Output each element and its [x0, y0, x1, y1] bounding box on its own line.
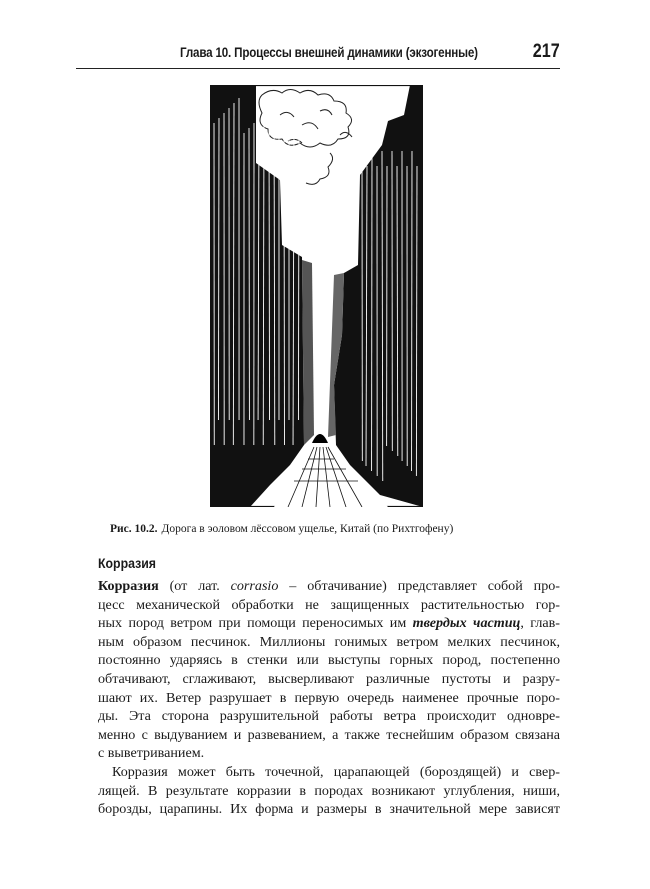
- section-heading: Корразия: [98, 555, 156, 571]
- text-span: – обтачивание) представляет собой про-: [278, 578, 560, 594]
- text-span: , глав-: [520, 615, 560, 632]
- text-line: Корразия может быть точечной, царапающей (бороздящей) и свер-: [112, 763, 560, 780]
- figure-caption-text: Дорога в эоловом лёссовом ущелье, Китай (по Рихтгофену): [161, 523, 454, 535]
- text-line: [98, 577, 560, 596]
- text-line: с выветриванием.: [98, 745, 205, 762]
- body-text: [98, 577, 560, 819]
- gorge-drawing: [210, 85, 423, 507]
- term-corrasion: Корразия: [98, 578, 159, 594]
- chapter-title: Глава 10. Процессы внешней динамики (экзогенные): [180, 45, 478, 60]
- text-line: шают их. Ветер разрушает в первую очередь наименее прочные поро-: [98, 689, 560, 706]
- text-span: ных пород ветром при помощи переносимых им: [98, 615, 413, 632]
- running-header: [76, 38, 560, 69]
- figure-caption-label: Рис. 10.2.: [110, 523, 158, 535]
- latin-term: corrasio: [230, 578, 279, 594]
- text-line: [98, 614, 560, 633]
- text-line: постоянно ударяясь в стенки или выступы горных пород, постепенно: [98, 652, 560, 669]
- page-number: 217: [533, 41, 560, 62]
- paragraph-1: [98, 577, 560, 763]
- loess-gorge-illustration: [210, 85, 423, 507]
- text-line: ды. Эта сторона разрушительной работы ветра происходит одновре-: [98, 708, 560, 725]
- far-wall-left: [302, 260, 314, 445]
- text-line: борозды, царапины. Их форма и размеры в значительной мере зависят: [98, 801, 560, 818]
- emphasis-solid-particles: твердых частиц: [412, 615, 521, 632]
- text-line: лящей. В результате корразии в породах возникают углубления, ниши,: [98, 782, 560, 799]
- text-line: ным образом песчинок. Миллионы гонимых ветром мелких песчинок,: [98, 633, 560, 650]
- text-line: обтачивают, сглаживают, высверливают различные пустоты и разру-: [98, 670, 560, 687]
- figure-caption: [110, 523, 550, 535]
- text-line: менно с выдуванием и развеванием, а также теснейшим образом связана: [98, 726, 560, 743]
- text-line: цесс механической обработки не защищенных растительностью гор-: [98, 596, 560, 613]
- paragraph-2: [98, 763, 560, 819]
- text-span: (от лат.: [158, 578, 231, 594]
